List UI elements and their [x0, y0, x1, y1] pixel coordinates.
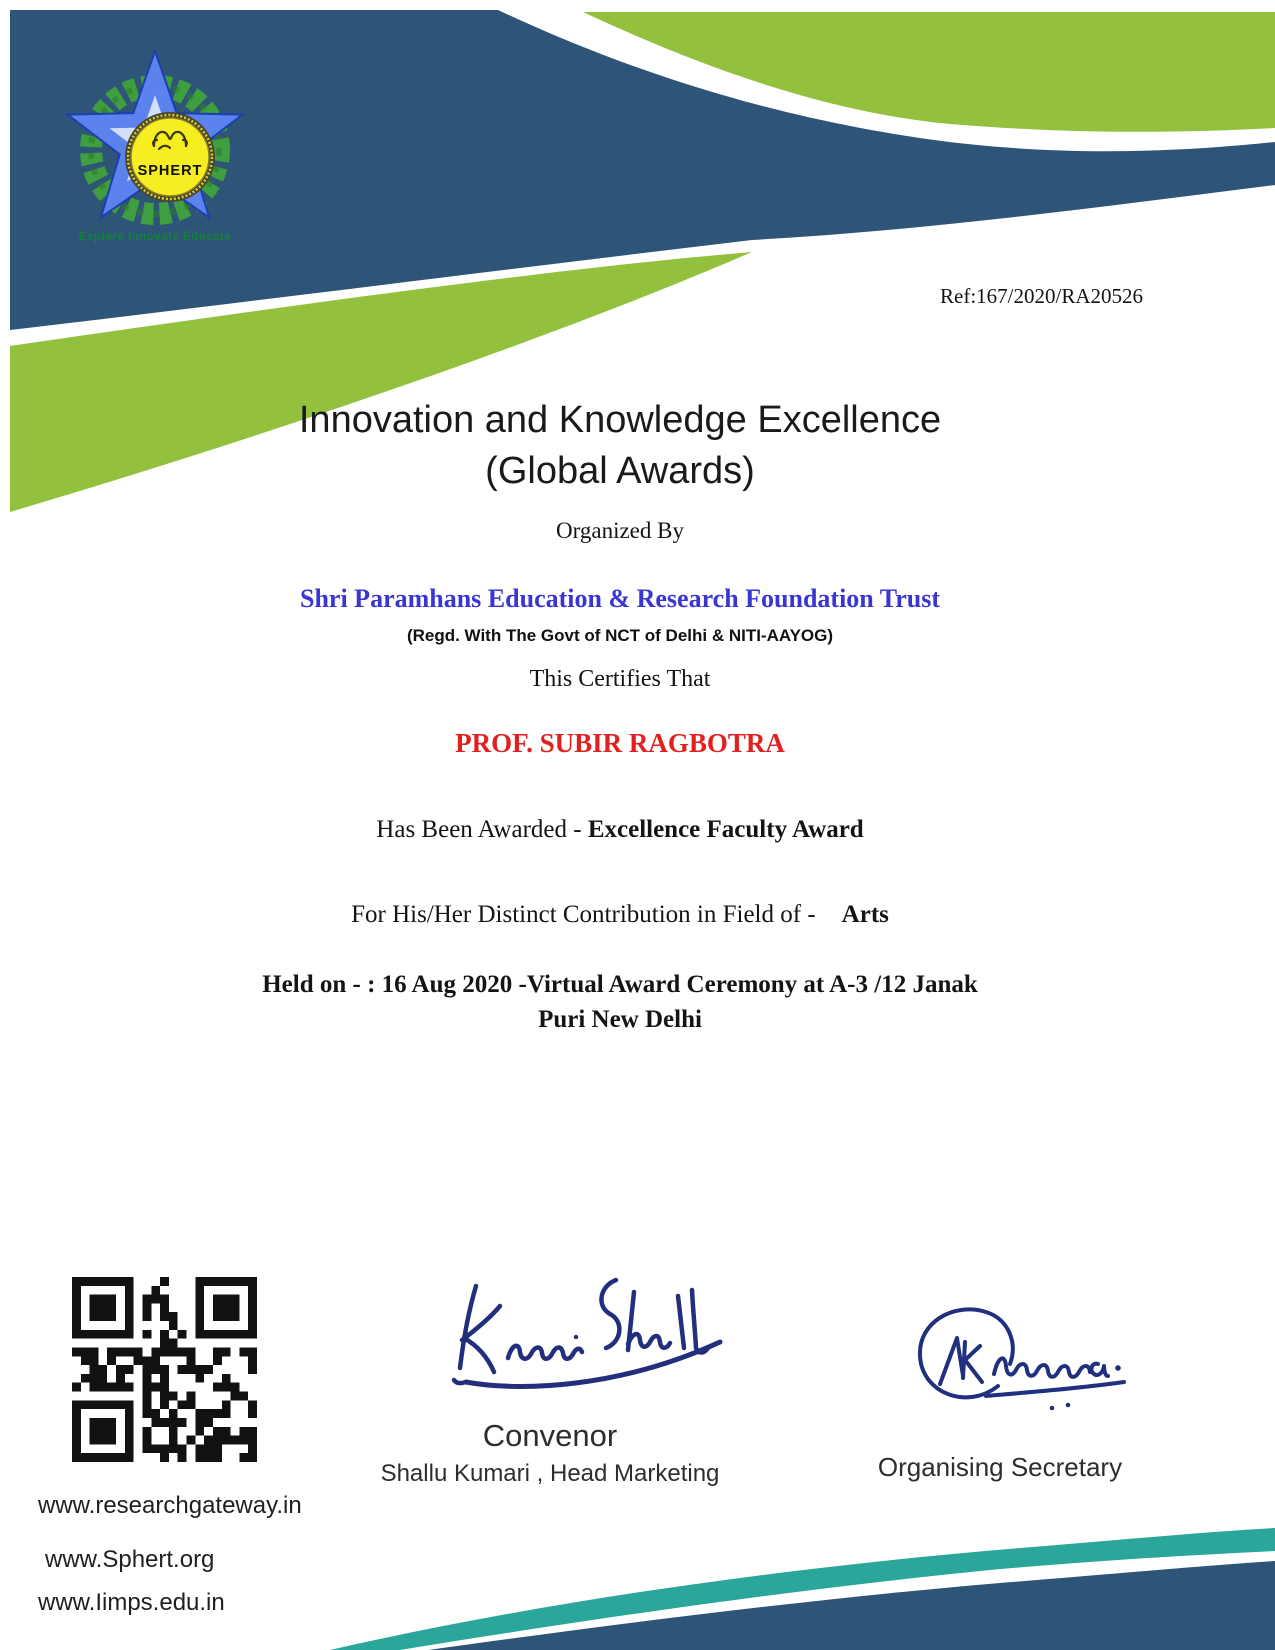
- organized-by-label: Organized By: [556, 518, 684, 543]
- convenor-title: Convenor: [482, 1418, 618, 1453]
- link-researchgateway: www.researchgateway.in: [38, 1492, 302, 1519]
- ref-number: Ref:167/2020/RA20526: [940, 284, 1143, 308]
- link-iimps: www.Iimps.edu.in: [38, 1589, 225, 1616]
- award-prefix: Has Been Awarded -: [376, 816, 588, 843]
- field-line: [0, 901, 1240, 929]
- qr-code: [72, 1277, 257, 1462]
- held-on-line2: Puri New Delhi: [538, 1006, 702, 1033]
- trust-registration: (Regd. With The Govt of NCT of Delhi & NITI-AAYOG): [406, 626, 834, 645]
- logo-text: SPHERT: [137, 163, 203, 179]
- certificate-title-line1: Innovation and Knowledge Excellence: [298, 399, 942, 441]
- recipient-name: PROF. SUBIR RAGBOTRA: [455, 728, 785, 758]
- sphert-logo: [60, 45, 250, 245]
- medal-icon: [125, 112, 215, 202]
- secretary-title: Organising Secretary: [877, 1452, 1123, 1482]
- logo-tagline: Explore Innovate Educate: [78, 231, 232, 243]
- convenor-signature: [430, 1258, 740, 1393]
- field-prefix: For His/Her Distinct Contribution in Field of -: [351, 901, 816, 928]
- convenor-name: Shallu Kumari , Head Marketing: [380, 1460, 720, 1487]
- link-sphert: www.Sphert.org: [45, 1546, 215, 1573]
- trust-name: Shri Paramhans Education & Research Foundation Trust: [300, 584, 940, 613]
- award-line: [0, 816, 1240, 844]
- held-on-line1: Held on - : 16 Aug 2020 -Virtual Award Ceremony at A-3 /12 Janak: [262, 971, 978, 998]
- secretary-signature: [902, 1298, 1174, 1416]
- award-name: Excellence Faculty Award: [587, 816, 864, 843]
- certificate-title-line2: (Global Awards): [485, 450, 755, 492]
- certifies-label: This Certifies That: [529, 666, 711, 692]
- field-value: Arts: [841, 901, 889, 928]
